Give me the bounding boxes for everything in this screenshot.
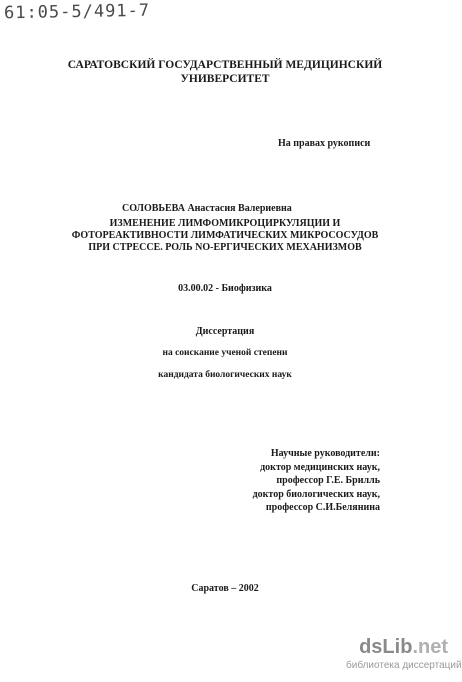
university-line-1: САРАТОВСКИЙ ГОСУДАРСТВЕННЫЙ МЕДИЦИНСКИЙ xyxy=(67,59,383,71)
rights-note: На правах рукописи xyxy=(278,138,371,149)
degree-name: кандидата биологических наук xyxy=(158,370,292,380)
logo-tagline: библиотека диссертаций xyxy=(346,660,462,671)
logo-main: dsLib xyxy=(359,636,413,658)
dissertation-title xyxy=(0,218,450,254)
author-surname: СОЛОВЬЕВА xyxy=(122,203,185,214)
handwritten-catalog-number: 61:05-5/491-7 xyxy=(3,0,151,24)
title-line-1: ИЗМЕНЕНИЕ ЛИМФОМИКРОЦИРКУЛЯЦИИ И xyxy=(109,218,341,229)
author-name xyxy=(122,203,292,214)
university-line-2: УНИВЕРСИТЕТ xyxy=(180,73,270,85)
city-year: Саратов – 2002 xyxy=(191,583,259,594)
university-name xyxy=(0,58,450,86)
dslib-watermark-logo xyxy=(346,636,462,680)
supervisor-1-name: профессор Г.Е. Брилль xyxy=(276,475,380,486)
logo-wordmark xyxy=(352,636,448,658)
author-given-name: Анастасия Валериевна xyxy=(187,203,292,214)
degree-seeking-line: на соискание ученой степени xyxy=(162,348,288,358)
title-line-2: ФОТОРЕАКТИВНОСТИ ЛИМФАТИЧЕСКИХ МИКРОСОСУДОВ xyxy=(71,230,379,241)
supervisors-heading: Научные руководители: xyxy=(270,448,380,459)
logo-tld: .net xyxy=(412,636,448,658)
supervisors-block xyxy=(232,447,380,515)
supervisor-2-name: профессор С.И.Белянина xyxy=(265,502,380,513)
supervisor-2-degree: доктор биологических наук, xyxy=(252,488,380,500)
title-line-3: ПРИ СТРЕССЕ. РОЛЬ NO-ЕРГИЧЕСКИХ МЕХАНИЗМОВ xyxy=(88,242,362,253)
document-type: Диссертация xyxy=(195,326,255,337)
supervisor-1-degree: доктор медицинских наук, xyxy=(260,461,380,473)
specialty-code: 03.00.02 - Биофизика xyxy=(178,283,272,294)
